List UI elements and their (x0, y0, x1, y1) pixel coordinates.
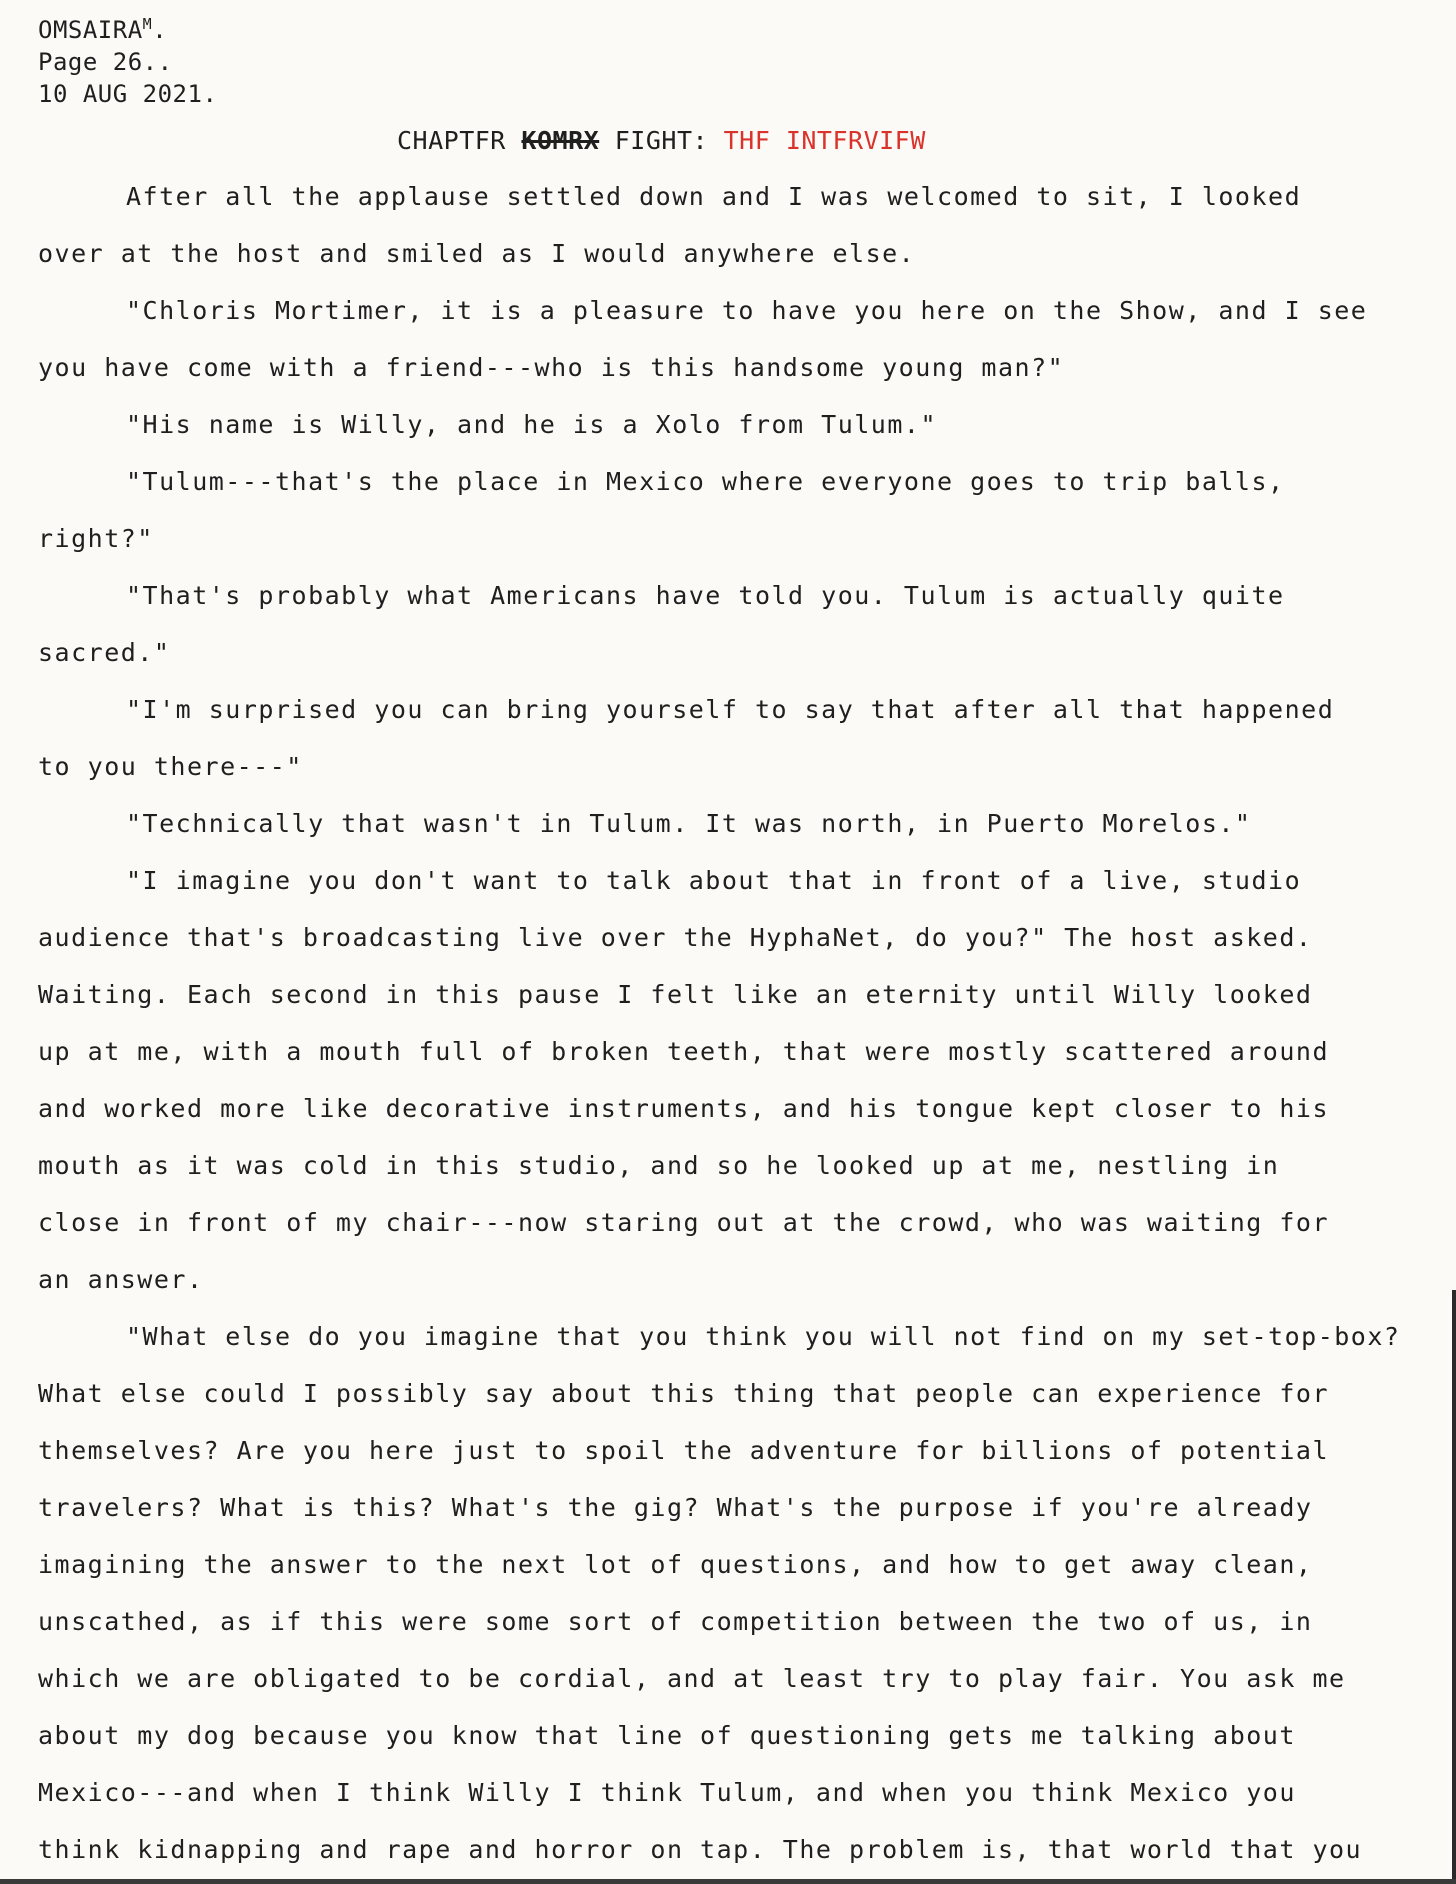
body-line: mouth as it was cold in this studio, and so he looked up at me, nestling in (38, 1151, 1280, 1180)
header-page-number: Page 26.. (38, 48, 173, 76)
header-author: OMSAIRA (38, 16, 143, 44)
chapter-prefix: CHAPTFR (397, 126, 522, 155)
body-line: about my dog because you know that line of questioning gets me talking about (38, 1721, 1296, 1750)
chapter-struck-text: KOMRX (521, 126, 600, 155)
body-line: imagining the answer to the next lot of questions, and how to get away clean, (38, 1550, 1313, 1579)
body-line: and worked more like decorative instruments, and his tongue kept closer to his (38, 1094, 1329, 1123)
body-line: "That's probably what Americans have told you. Tulum is actually quite (126, 581, 1285, 610)
chapter-number: FIGHT: (599, 126, 724, 155)
body-line: "His name is Willy, and he is a Xolo from Tulum." (126, 410, 938, 439)
body-line: you have come with a friend---who is this handsome young man?" (38, 353, 1065, 382)
body-line: up at me, with a mouth full of broken teeth, that were mostly scattered around (38, 1037, 1329, 1066)
body-line: audience that's broadcasting live over the HyphaNet, do you?" The host asked. (38, 923, 1313, 952)
page-edge-bottom (0, 1879, 1456, 1884)
body-line: "I imagine you don't want to talk about that in front of a live, studio (126, 866, 1302, 895)
body-line: Waiting. Each second in this pause I felt like an eternity until Willy looked (38, 980, 1313, 1009)
body-line: close in front of my chair---now staring out at the crowd, who was waiting for (38, 1208, 1329, 1237)
body-line: "I'm surprised you can bring yourself to say that after all that happened (126, 695, 1335, 724)
body-line: After all the applause settled down and I was welcomed to sit, I looked (126, 182, 1302, 211)
body-line: "Technically that wasn't in Tulum. It was north, in Puerto Morelos." (126, 809, 1252, 838)
body-line: sacred." (38, 638, 171, 667)
body-line: "Tulum---that's the place in Mexico where everyone goes to trip balls, (126, 467, 1285, 496)
chapter-heading (397, 125, 926, 157)
body-line: "Chloris Mortimer, it is a pleasure to have you here on the Show, and I see (126, 296, 1368, 325)
body-line: which we are obligated to be cordial, and at least try to play fair. You ask me (38, 1664, 1346, 1693)
body-line: travelers? What is this? What's the gig? What's the purpose if you're already (38, 1493, 1313, 1522)
body-line: an answer. (38, 1265, 204, 1294)
body-line: think kidnapping and rape and horror on tap. The problem is, that world that you (38, 1835, 1363, 1864)
body-line: over at the host and smiled as I would anywhere else. (38, 239, 916, 268)
body-line: unscathed, as if this were some sort of competition between the two of us, in (38, 1607, 1313, 1636)
header-date: 10 AUG 2021. (38, 80, 218, 108)
body-line: What else could I possibly say about this thing that people can experience for (38, 1379, 1329, 1408)
page-edge-right (1452, 1290, 1456, 1884)
header-author-line (38, 14, 217, 46)
body-line: to you there---" (38, 752, 303, 781)
header-author-period: . (152, 16, 168, 44)
body-line: "What else do you imagine that you think you will not find on my set-top-box? (126, 1322, 1401, 1351)
body-line: right?" (38, 524, 154, 553)
body-line: themselves? Are you here just to spoil the adventure for billions of potential (38, 1436, 1329, 1465)
chapter-title: THF INTFRVIFW (723, 126, 926, 155)
header-author-superscript: M (142, 15, 153, 33)
body-text (38, 180, 1438, 1884)
body-line: Mexico---and when I think Willy I think Tulum, and when you think Mexico you (38, 1778, 1296, 1807)
page-header (38, 14, 217, 110)
